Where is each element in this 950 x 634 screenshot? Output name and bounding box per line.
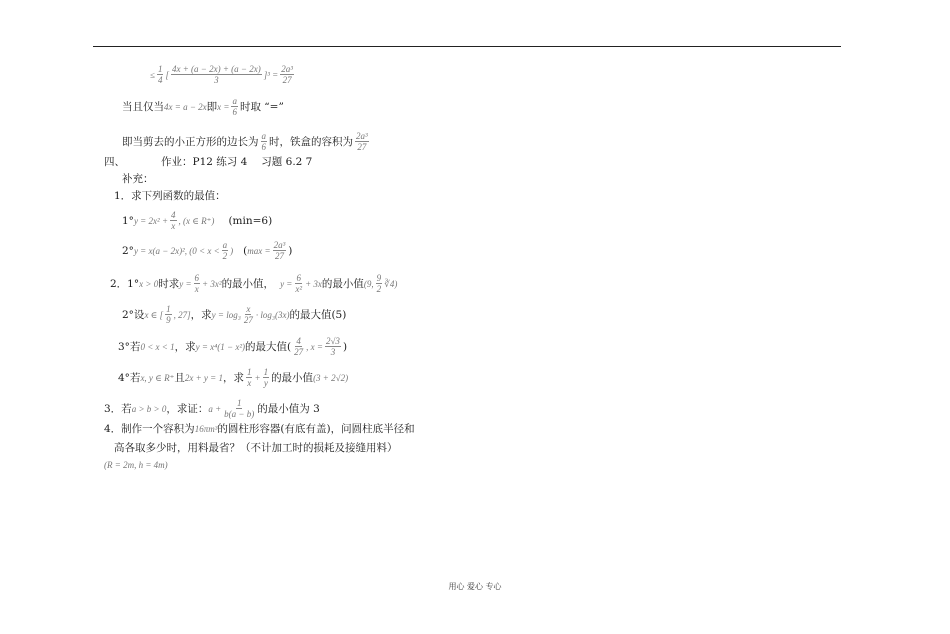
numerator: 6 [296, 273, 301, 283]
math-text: (3 + 2√2) [313, 372, 349, 383]
fraction [376, 273, 383, 294]
numerator: a [232, 96, 237, 106]
text: 时，铁盒的容积为 [269, 135, 353, 148]
text: 4°若 [118, 371, 141, 384]
denominator: 27 [282, 75, 292, 85]
denominator: 2 [376, 284, 382, 294]
denominator: b(a − b) [224, 409, 255, 419]
math-text: y = 2x² + [133, 215, 169, 226]
text: ) [288, 244, 293, 257]
problem-2-1 [110, 273, 397, 294]
inequality-line [150, 64, 296, 85]
text: 的最大值( [245, 340, 292, 353]
numerator: 1 [166, 304, 171, 314]
text: 且 [174, 371, 185, 384]
math-text: 4x = a − 2x [164, 101, 207, 112]
problem-2-3 [118, 336, 347, 357]
math-text: ]³ = [263, 69, 279, 80]
fraction [261, 131, 268, 152]
math-text: y = x⁴(1 − x²) [195, 341, 246, 352]
fraction [246, 367, 253, 388]
text: 2°设 [122, 308, 145, 321]
problem-1-heading [114, 189, 226, 203]
math-text: [ [165, 69, 169, 80]
numerator: 4 [296, 336, 301, 346]
math-text: 0 < x < 1 [140, 341, 175, 352]
text: 高各取多少时，用料最省？（不计加工时的损耗及接缝用料） [114, 442, 398, 454]
fraction [263, 367, 270, 388]
fraction [223, 398, 255, 419]
text: 习题 6.2 7 [261, 156, 313, 168]
numerator: 6 [194, 273, 200, 283]
text: 3．若 [104, 402, 132, 415]
math-text: + 3x [305, 278, 322, 289]
text: 2．1° [110, 277, 140, 290]
text: ，求 [222, 371, 244, 384]
denominator: 3 [330, 347, 336, 357]
fraction [294, 273, 303, 294]
fraction [355, 131, 369, 152]
math-text: 16πm³ [194, 424, 218, 434]
math-text: x ∈ [ [144, 309, 164, 320]
text: ，求 [190, 308, 212, 321]
problem-4-answer [104, 458, 168, 472]
math-text: + 3x² [202, 278, 222, 289]
text: 即当剪去的小正方形的边长为 [122, 135, 259, 148]
math-text: ∛4) [384, 278, 398, 289]
fraction [325, 336, 341, 357]
section-number: 四、 [104, 156, 125, 168]
numerator: 4x + (a − 2x) + (a − 2x) [171, 64, 261, 74]
fraction [170, 210, 177, 231]
numerator: 1 [246, 367, 252, 377]
math-text: max = [247, 245, 271, 256]
fraction [194, 273, 201, 294]
text: 时求 [158, 277, 180, 290]
math-text: x = [217, 101, 230, 112]
text: ( [243, 244, 248, 257]
text: ) [342, 340, 348, 353]
math-text: (9, [363, 278, 374, 289]
denominator: x² [295, 284, 303, 294]
numerator: a [261, 131, 266, 141]
numerator: 1 [157, 64, 163, 74]
text: 的最小值， [221, 277, 275, 290]
numerator: 1 [263, 367, 269, 377]
problem-2-2 [122, 304, 346, 325]
text: 的最小值为 3 [257, 402, 320, 415]
denominator: 2 [222, 251, 228, 261]
homework-line [104, 155, 312, 169]
fraction [280, 64, 294, 85]
text: 补充： [122, 173, 154, 185]
denominator: x [194, 284, 199, 294]
denominator: y [263, 378, 268, 388]
math-text: , (x ∈ R⁺) [178, 215, 215, 226]
math-text: a > b > 0 [131, 403, 167, 414]
math-text: (R = 2m, h = 4m) [104, 460, 168, 470]
problem-1-2 [122, 240, 292, 261]
conclusion-line [122, 131, 371, 152]
fraction [222, 240, 229, 261]
page-footer: 用心 爱心 专心 [448, 582, 502, 591]
denominator: x [171, 221, 176, 231]
math-text: 2x + y = 1 [184, 372, 223, 383]
text: (min=6) [228, 214, 273, 227]
denominator: 6 [232, 107, 237, 117]
math-text: ) [230, 245, 234, 256]
text: 当且仅当 [122, 100, 164, 113]
denominator: 27 [294, 347, 304, 357]
denominator: 27 [274, 251, 284, 261]
math-text: a + [208, 403, 222, 414]
numerator: 2√3 [325, 336, 340, 346]
fraction [165, 304, 172, 325]
fraction [273, 240, 287, 261]
fraction [157, 64, 164, 85]
equality-condition-line [122, 96, 284, 117]
text: 的最小值 [321, 277, 364, 290]
numerator: x [246, 304, 251, 314]
denominator: x [247, 378, 252, 388]
numerator: 2a³ [281, 64, 293, 74]
numerator: 2a³ [356, 131, 368, 141]
numerator: 2a³ [273, 240, 286, 250]
text: 时取 “=” [239, 100, 284, 113]
math-text: ≤ [150, 69, 155, 80]
text: 作业：P12 练习 4 [161, 156, 248, 168]
text: 4．制作一个容积为 [104, 423, 195, 435]
fraction [243, 304, 254, 325]
denominator: 9 [166, 315, 171, 325]
math-text: , x = [306, 341, 323, 352]
numerator: a [222, 240, 228, 250]
text: 1° [122, 214, 134, 227]
denominator: 27 [243, 315, 253, 325]
problem-3 [104, 398, 320, 419]
math-text: x > 0 [139, 278, 159, 289]
numerator: 4 [171, 210, 176, 220]
text: 的最大值(5) [289, 308, 347, 321]
problem-4-line-1 [104, 422, 415, 436]
problem-1-1 [122, 210, 272, 231]
text: ，求 [174, 340, 196, 353]
numerator: 1 [236, 398, 242, 408]
text: 即 [206, 100, 218, 113]
problem-4-line-2 [114, 441, 398, 455]
text: ，求证： [166, 402, 209, 415]
text: 1．求下列函数的最值： [114, 190, 226, 202]
math-text: · log₃(3x) [255, 309, 290, 320]
problem-2-4 [118, 367, 348, 388]
text: 3°若 [118, 340, 141, 353]
math-text: x, y ∈ R⁺ [140, 372, 175, 383]
math-text: y = [280, 278, 293, 289]
fraction [231, 96, 238, 117]
header-rule [93, 46, 841, 47]
numerator: 9 [376, 273, 382, 283]
denominator: 6 [261, 142, 266, 152]
denominator: 27 [357, 142, 367, 152]
text: 2° [122, 244, 134, 257]
text: 的圆柱形容器(有底有盖)，问圆柱底半径和 [217, 423, 415, 435]
math-text: , 27] [173, 309, 191, 320]
math-text: y = x(a − 2x)², (0 < x < [133, 245, 220, 256]
math-text: + [254, 372, 261, 383]
supplement-heading [122, 172, 154, 186]
fraction [293, 336, 304, 357]
denominator: 4 [157, 75, 163, 85]
text: 的最小值 [271, 371, 314, 384]
denominator: 3 [214, 75, 219, 85]
math-text: y = log₃ [211, 309, 241, 320]
fraction [171, 64, 262, 85]
math-text: y = [179, 278, 192, 289]
